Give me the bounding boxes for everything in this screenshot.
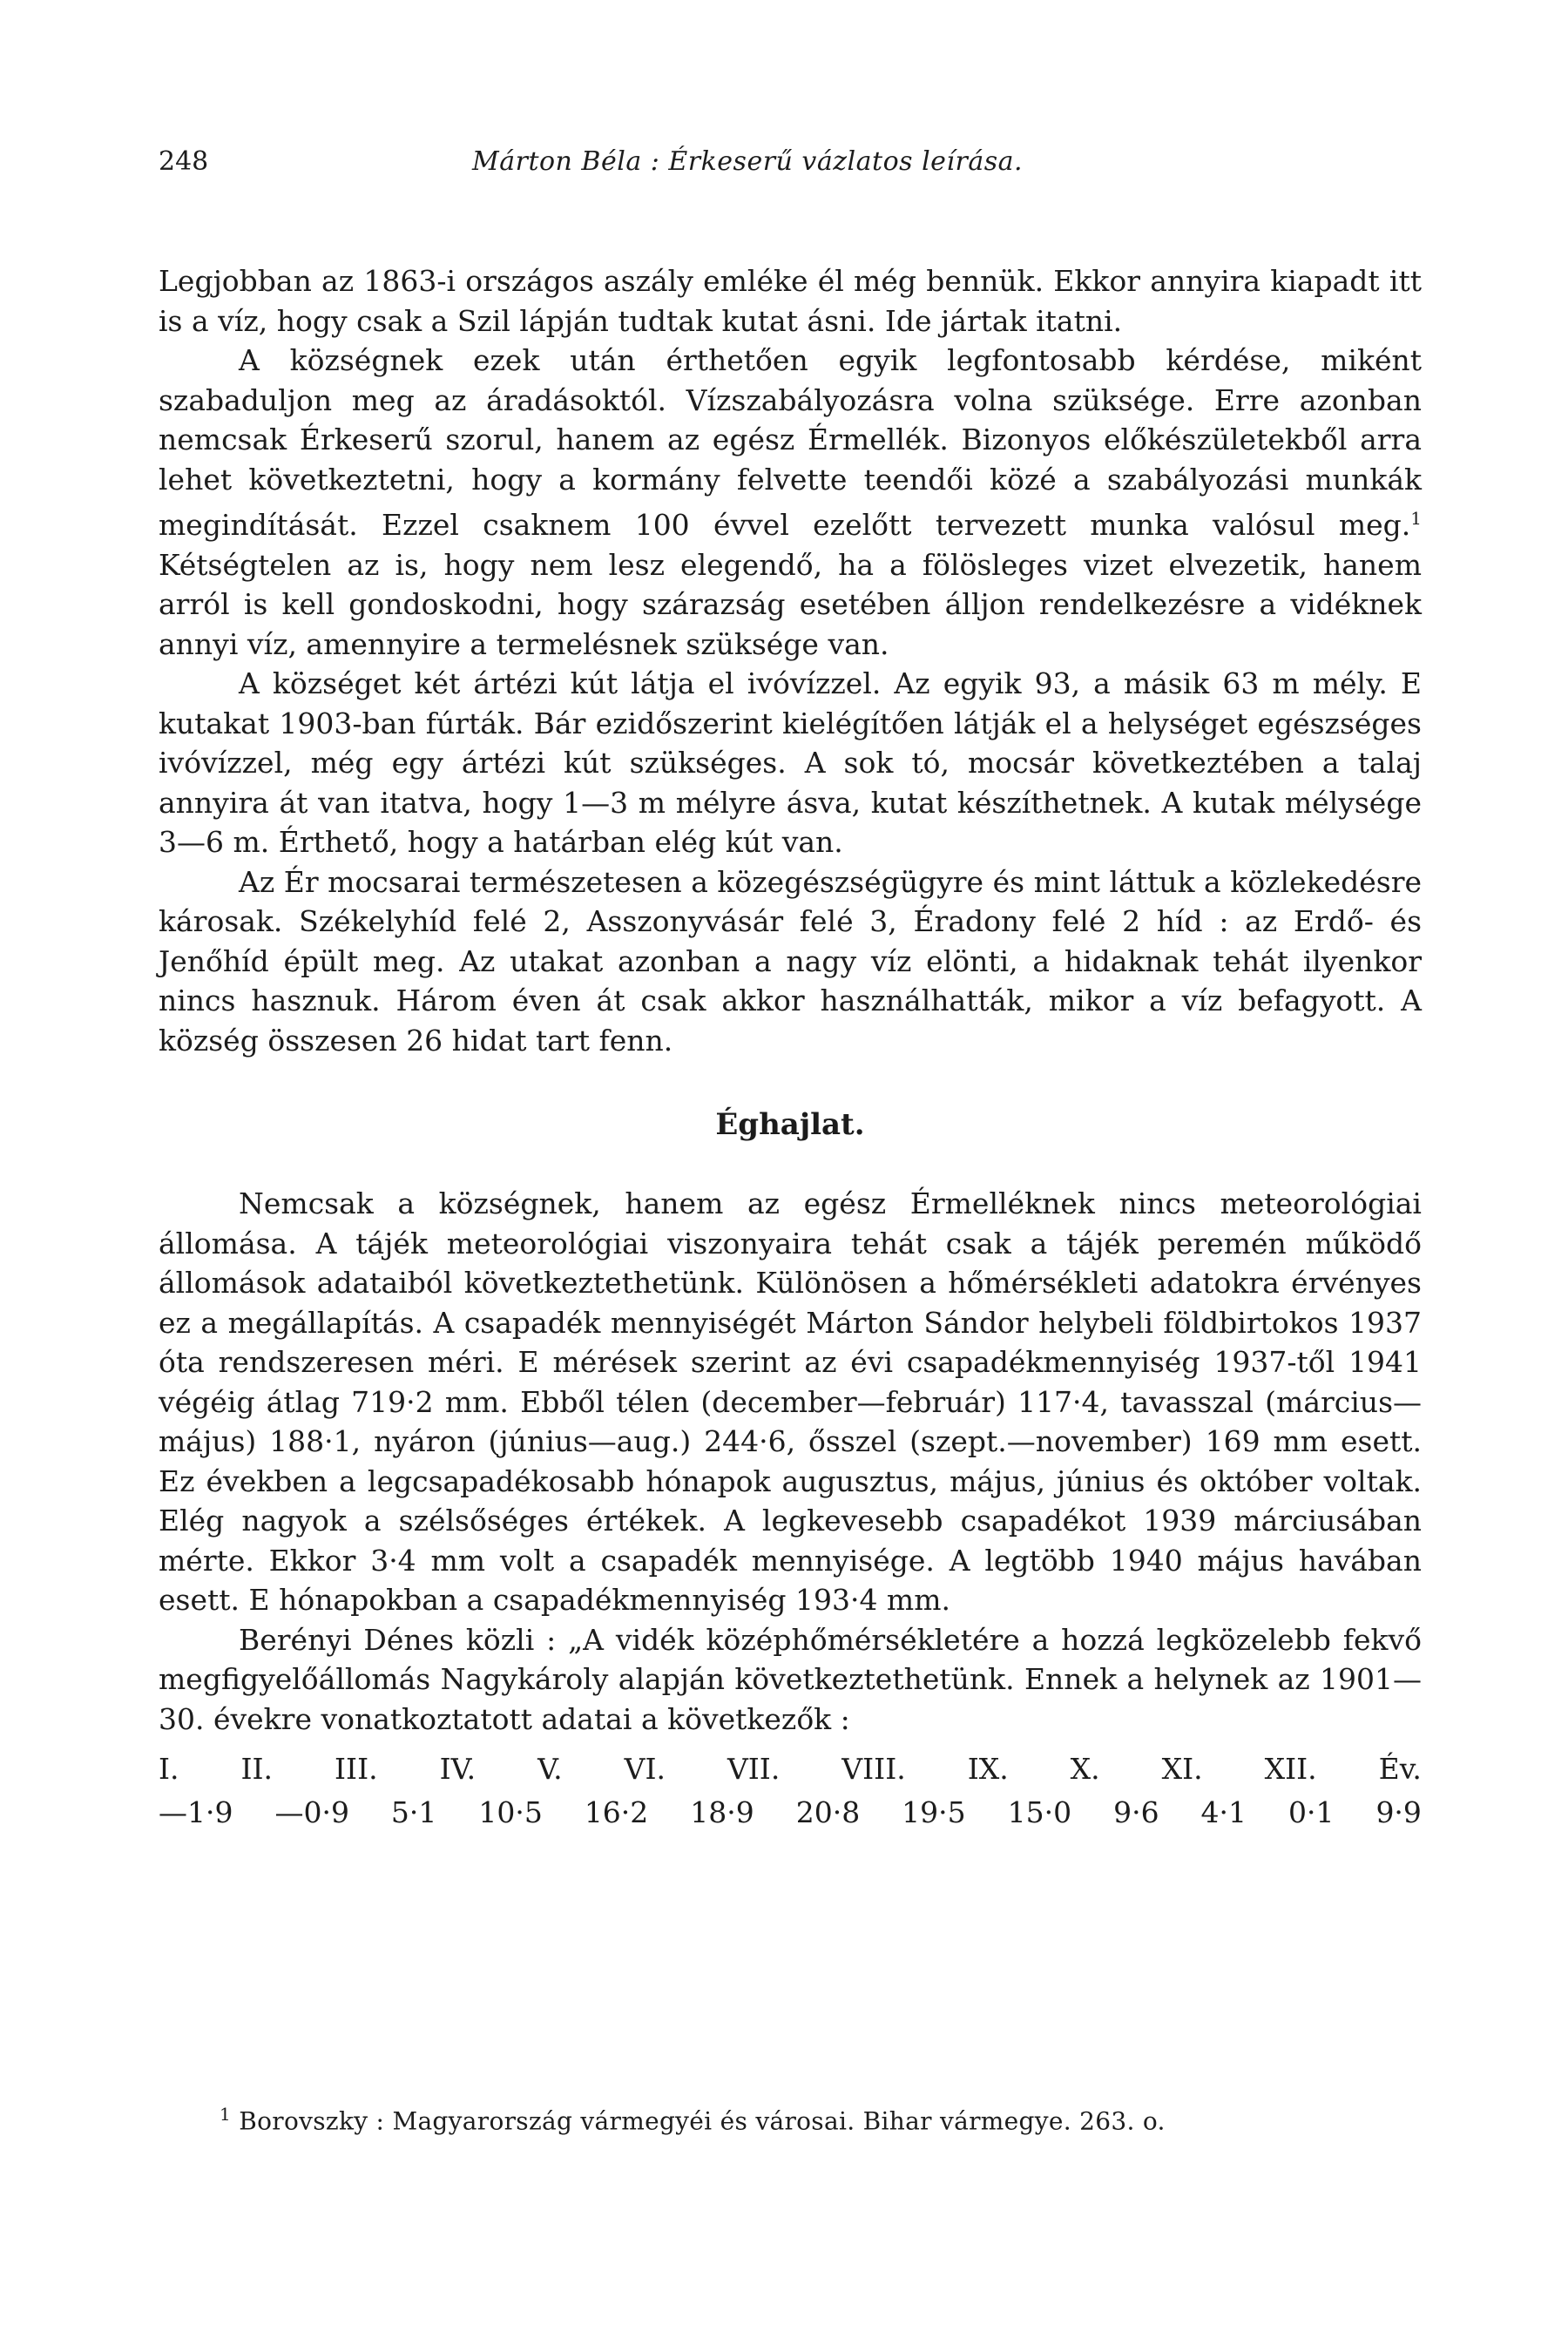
table-value-cell: —1·9 (159, 1795, 233, 1829)
table-month-cell: I. (159, 1752, 179, 1786)
table-month-cell: II. (240, 1752, 274, 1786)
table-month-cell: VIII. (841, 1752, 906, 1786)
table-month-cell: VII. (727, 1752, 781, 1786)
table-month-cell: X. (1070, 1752, 1100, 1786)
table-value-cell: 16·2 (584, 1795, 649, 1829)
table-value-cell: 20·8 (795, 1795, 861, 1829)
paragraph-wells: A községet két ártézi kút látja el ivóvízzel. Az egyik 93, a másik 63 m mély. E kutakat 1903-ban fúrták. Bár ezidőszerint kielégítően látják el a helységet egészséges ivóvízzel, még egy ártézi kút szükséges. A sok tó, mocsár következtében a talaj annyira át van itatva, hogy 1—3 m mélyre ásva, kutat készíthetnek. A kutak mélysége 3—6 m. Érthető, hogy a határban elég kút van. (159, 666, 1422, 859)
running-title: Márton Béla : Érkeserű vázlatos leírása. (472, 146, 1024, 177)
table-month-cell: V. (537, 1752, 563, 1786)
table-value-cell: 5·1 (390, 1795, 437, 1829)
table-month-cell: IV. (439, 1752, 476, 1786)
temperature-table (159, 1747, 1422, 1835)
footnote-reference: 1 (1410, 508, 1422, 529)
table-month-cell: XI. (1161, 1752, 1203, 1786)
table-month-cell: XII. (1264, 1752, 1317, 1786)
temperature-table-value-row (159, 1791, 1422, 1835)
table-value-cell: 15·0 (1007, 1795, 1072, 1829)
table-value-cell: 18·9 (690, 1795, 754, 1829)
footnote (220, 2104, 1166, 2135)
table-month-cell: III. (335, 1752, 378, 1786)
table-value-cell: 10·5 (478, 1795, 543, 1829)
table-value-cell: 9·9 (1375, 1795, 1422, 1829)
page-number: 248 (159, 146, 209, 177)
table-month-cell: IX. (967, 1752, 1009, 1786)
section-heading-climate: Éghajlat. (715, 1107, 865, 1142)
footnote-marker: 1 (220, 2104, 232, 2125)
temperature-table-header-row (159, 1747, 1422, 1791)
paragraph-water-regulation-part2: Kétségtelen az is, hogy nem lesz elegendő, ha a fölösleges vizet elvezetik, hanem arról is kell gondoskodni, hogy szárazság esetében álljon rendelkezésre a vidéknek annyi víz, amennyire a termelésnek szüksége van. (159, 547, 1422, 661)
table-month-cell: Év. (1378, 1752, 1422, 1786)
paragraph-drought: Legjobban az 1863-i országos aszály emléke él még bennük. Ekkor annyira kiapadt itt is a víz, hogy csak a Szil lápján tudtak kutat ásni. Ide jártak itatni. (159, 264, 1422, 338)
paragraph-water-regulation (159, 341, 1422, 664)
footnote-text: Borovszky : Magyarország vármegyéi és városai. Bihar vármegye. 263. o. (239, 2106, 1166, 2136)
paragraph-water-regulation-part1: A községnek ezek után érthetően egyik legfontosabb kérdése, miként szabaduljon meg az áradásoktól. Vízszabályozásra volna szüksége. Erre azonban nemcsak Érkeserű szorul, hanem az egész Érmellék. Bizonyos előkészületekből arra lehet következtetni, hogy a kormány felvette teendői közé a szabályozási munkák megindítását. Ezzel csaknem 100 évvel ezelőtt tervezett munka valósul meg. (159, 343, 1422, 542)
table-value-cell: 19·5 (902, 1795, 966, 1829)
body-text (159, 261, 1422, 1835)
table-value-cell: —0·9 (274, 1795, 349, 1829)
table-value-cell: 9·6 (1113, 1795, 1159, 1829)
running-head (159, 146, 1422, 190)
paragraph-bridges: Az Ér mocsarai természetesen a közegészségügyre és mint láttuk a közlekedésre károsak. Székelyhíd felé 2, Asszonyvásár felé 3, Éradony felé 2 híd : az Erdő- és Jenőhíd épült meg. Az utakat azonban a nagy víz elönti, a hidaknak tehát ilyenkor nincs hasznuk. Három éven át csak akkor használhatták, mikor a víz befagyott. A község összesen 26 hidat tart fenn. (159, 864, 1422, 1058)
paragraph-precipitation: Nemcsak a községnek, hanem az egész Érmelléknek nincs meteorológiai állomása. A tájék meteorológiai viszonyaira tehát csak a tájék peremén működő állomások adataiból következtethetünk. Különösen a hőmérsékleti adatokra érvényes ez a megállapítás. A csapadék mennyiségét Márton Sándor helybeli földbirtokos 1937 óta rendszeresen méri. E mérések szerint az évi csapadékmennyiség 1937-től 1941 végéig átlag 719·2 mm. Ebből télen (december—február) 117·4, tavasszal (március—május) 188·1, nyáron (június—aug.) 244·6, ősszel (szept.—november) 169 mm esett. Ez években a legcsapadékosabb hónapok augusztus, május, június és október voltak. Elég nagyok a szélsőséges értékek. A legkevesebb csapadékot 1939 márciusában mérte. Ekkor 3·4 mm volt a csapadék mennyisége. A legtöbb 1940 május havában esett. E hónapokban a csapadékmennyiség 193·4 mm. (159, 1186, 1422, 1617)
table-value-cell: 0·1 (1288, 1795, 1335, 1829)
table-value-cell: 4·1 (1200, 1795, 1247, 1829)
table-month-cell: VI. (624, 1752, 666, 1786)
paragraph-temperature-intro: Berényi Dénes közli : „A vidék középhőmérsékletére a hozzá legközelebb fekvő megfigyelőállomás Nagykároly alapján következtethetünk. Ennek a helynek az 1901—30. évekre vonatkoztatott adatai a következők : (159, 1622, 1422, 1736)
